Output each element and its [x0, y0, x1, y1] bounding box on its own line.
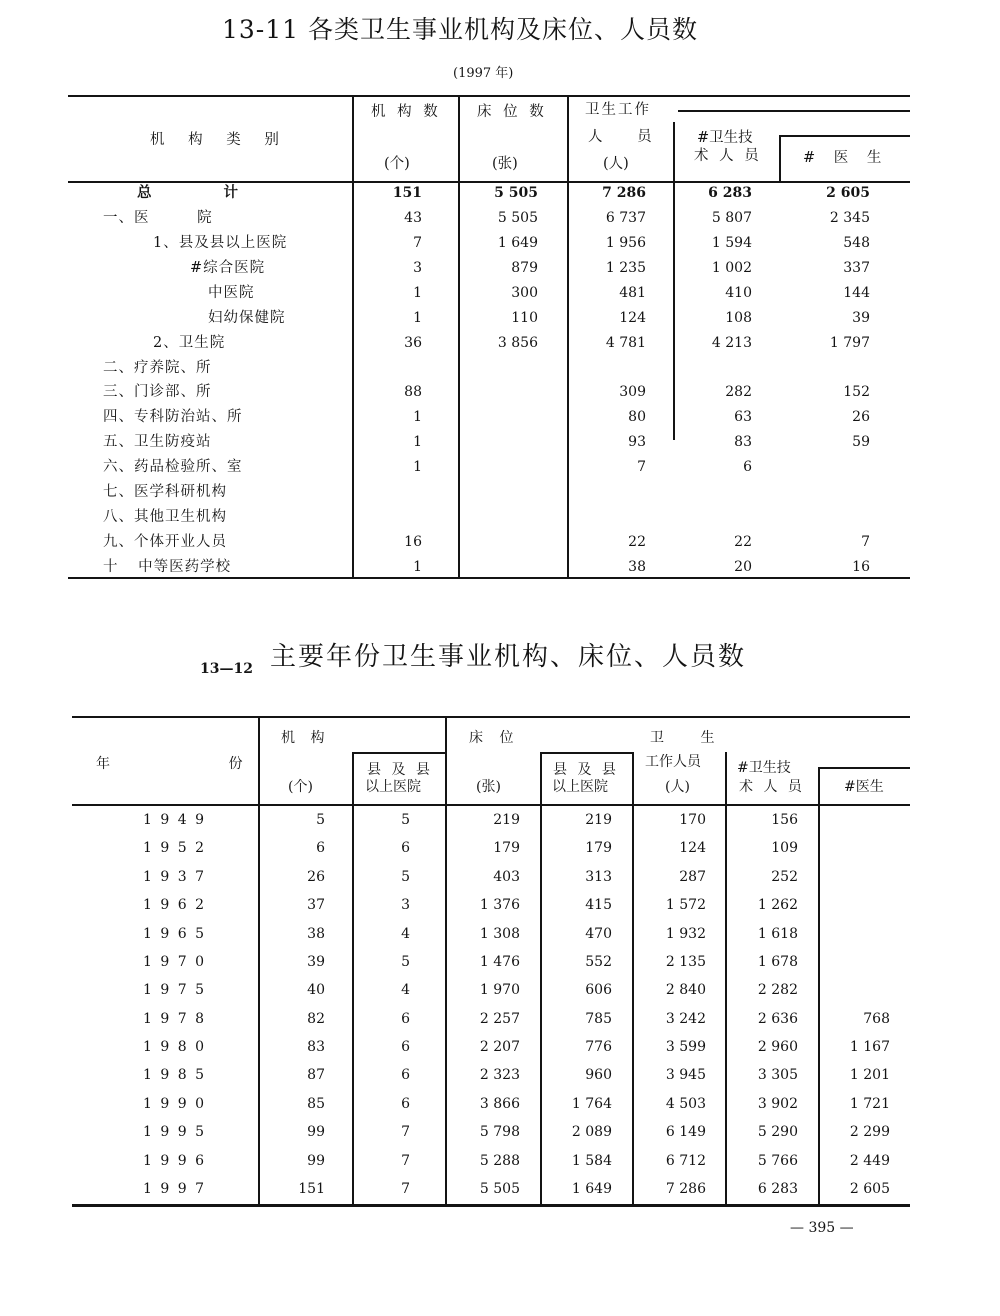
tech-cell: 83 [734, 434, 752, 451]
beds_county-cell: 1 584 [571, 1152, 612, 1169]
doctors-cell: 1 721 [849, 1095, 890, 1112]
beds_county-cell: 1 764 [571, 1095, 612, 1112]
doctors-cell: 26 [852, 409, 870, 426]
tech-cell: 1 594 [711, 234, 752, 251]
tech-cell: 20 [734, 558, 752, 575]
table1-header-staff: 卫生工作 [585, 102, 651, 118]
beds-cell: 5 505 [494, 185, 538, 201]
inst_county-cell: 6 [401, 1095, 410, 1112]
institutions-cell: 1 [413, 284, 422, 301]
institutions-cell: 3 [413, 259, 422, 276]
institutions-cell: 16 [404, 534, 422, 551]
staff-cell: 7 286 [665, 1180, 706, 1197]
table2-header-tech-line2: 术 人 员 [739, 779, 802, 795]
staff-cell: 3 599 [665, 1039, 706, 1056]
inst_county-cell: 7 [401, 1124, 410, 1141]
staff-cell: 1 956 [605, 234, 646, 251]
institutions-cell: 40 [307, 982, 325, 999]
beds-cell: 1 970 [479, 982, 520, 999]
inst_county-cell: 3 [401, 897, 410, 914]
table1-top-rule [68, 95, 910, 97]
row-label: 六、药品检验所、室 [103, 459, 243, 476]
institutions-cell: 85 [307, 1095, 325, 1112]
table-row [72, 952, 910, 972]
tech-cell: 6 283 [708, 185, 752, 201]
doctors-cell: 2 345 [829, 209, 870, 226]
institutions-cell: 37 [307, 897, 325, 914]
beds-cell: 2 257 [479, 1010, 520, 1027]
table-row [72, 1122, 910, 1142]
beds-cell [438, 433, 538, 451]
institutions-cell: 1 [413, 409, 422, 426]
table-row [72, 1094, 910, 1114]
doctors-cell [790, 868, 890, 886]
institutions-cell: 151 [298, 1180, 325, 1197]
institutions-cell [322, 508, 422, 526]
row-label: 2、卫生院 [153, 334, 226, 351]
row-label: 九、个体开业人员 [103, 534, 227, 551]
staff-cell: 7 286 [602, 185, 646, 201]
table-row [68, 283, 910, 303]
table2-inst-span-rule [352, 752, 445, 754]
beds-cell: 1 376 [479, 897, 520, 914]
institutions-cell: 1 [413, 558, 422, 575]
year-cell: 1 9 8 0 [143, 1039, 204, 1056]
tech-cell: 5 807 [711, 209, 752, 226]
tech-cell: 63 [734, 409, 752, 426]
beds-cell: 300 [511, 284, 538, 301]
staff-cell: 287 [679, 868, 706, 885]
tech-cell: 156 [771, 812, 798, 828]
table-row [72, 1151, 910, 1171]
doctors-cell: 7 [861, 534, 870, 551]
table-row [68, 482, 910, 502]
staff-cell: 124 [619, 309, 646, 326]
table-row [72, 1037, 910, 1057]
staff-cell: 4 781 [605, 334, 646, 351]
row-label: #综合医院 [190, 259, 266, 276]
tech-cell: 6 [743, 459, 752, 476]
staff-cell: 6 712 [665, 1152, 706, 1169]
beds-cell: 2 323 [479, 1067, 520, 1084]
table-row [68, 208, 910, 228]
doctors-cell [770, 359, 870, 377]
institutions-cell: 87 [307, 1067, 325, 1084]
tech-cell [652, 483, 752, 501]
beds_county-cell: 606 [585, 982, 612, 999]
doctors-cell: 152 [843, 384, 870, 401]
table2-header-beds-county-line2: 以上医院 [552, 779, 608, 795]
staff-cell: 1 932 [665, 925, 706, 942]
table2-number: 13—12 [200, 661, 253, 677]
staff-cell: 309 [619, 384, 646, 401]
table1-number: 13-11 [222, 15, 300, 44]
tech-cell: 108 [725, 309, 752, 326]
beds-cell [438, 359, 538, 377]
tech-cell: 3 305 [757, 1067, 798, 1084]
table-row [68, 457, 910, 477]
institutions-cell: 38 [307, 925, 325, 942]
year-cell: 1 9 9 0 [143, 1095, 204, 1112]
tech-cell: 6 283 [757, 1180, 798, 1197]
year-cell: 1 9 8 5 [143, 1067, 204, 1084]
staff-cell: 3 242 [665, 1010, 706, 1027]
table2-title: 主要年份卫生事业机构、床位、人员数 [270, 642, 747, 672]
tech-cell [652, 508, 752, 526]
institutions-cell [322, 359, 422, 377]
tech-cell: 1 002 [711, 259, 752, 276]
table-row [68, 557, 910, 577]
beds_county-cell: 785 [585, 1010, 612, 1027]
year-cell: 1 9 7 0 [143, 953, 204, 970]
table1-body [68, 183, 910, 577]
inst_county-cell: 5 [401, 868, 410, 885]
beds-cell: 1 308 [479, 925, 520, 942]
beds-cell: 1 476 [479, 953, 520, 970]
beds-cell: 179 [493, 840, 520, 857]
beds_county-cell: 1 649 [571, 1180, 612, 1197]
inst_county-cell: 6 [401, 1067, 410, 1084]
beds-cell [438, 383, 538, 401]
table2-doctors-span-rule [818, 767, 910, 769]
tech-cell [652, 359, 752, 377]
row-label: 二、疗养院、所 [103, 359, 212, 376]
row-label: 中医院 [208, 284, 255, 301]
table2-header-staff-unit: (人) [665, 779, 690, 795]
table-row [68, 532, 910, 552]
doctors-cell [790, 811, 890, 829]
beds_county-cell: 179 [585, 840, 612, 857]
staff-cell: 6 737 [605, 209, 646, 226]
row-label: 八、其他卫生机构 [103, 509, 227, 526]
doctors-cell [790, 839, 890, 857]
table1-header-category: 机 构 类 别 [150, 132, 279, 148]
table-row [68, 183, 910, 203]
institutions-cell [322, 483, 422, 501]
table2-header-beds-county: 县 及 县 [553, 762, 616, 778]
table-row [72, 867, 910, 887]
table-row [72, 895, 910, 915]
doctors-cell: 337 [843, 259, 870, 276]
inst_county-cell: 7 [401, 1152, 410, 1169]
beds-cell [438, 408, 538, 426]
doctors-cell: 2 605 [849, 1180, 890, 1197]
table1-header-beds-unit: (张) [492, 156, 518, 172]
page-number: — 395 — [790, 1220, 854, 1236]
table-row [68, 333, 910, 353]
table1-header-staff-unit: (人) [603, 156, 629, 172]
beds-cell [438, 508, 538, 526]
year-cell: 1 9 9 7 [143, 1180, 204, 1197]
row-label: 十 中等医药学校 [103, 558, 232, 575]
table-row [68, 358, 910, 378]
beds-cell [438, 533, 538, 551]
staff-cell [546, 508, 646, 526]
institutions-cell: 5 [316, 812, 325, 828]
institutions-cell: 1 [413, 459, 422, 476]
doctors-cell: 39 [852, 309, 870, 326]
institutions-cell: 6 [316, 840, 325, 857]
doctors-cell: 1 201 [849, 1067, 890, 1084]
institutions-cell: 99 [307, 1124, 325, 1141]
tech-cell: 1 678 [757, 953, 798, 970]
inst_county-cell: 4 [401, 982, 410, 999]
row-label: 七、医学科研机构 [103, 484, 227, 501]
table2-header-year: 年 份 [96, 756, 243, 772]
staff-cell: 80 [628, 409, 646, 426]
tech-cell: 2 960 [757, 1039, 798, 1056]
institutions-cell: 88 [404, 384, 422, 401]
beds-cell: 403 [493, 868, 520, 885]
staff-cell [546, 359, 646, 377]
beds_county-cell: 776 [585, 1039, 612, 1056]
beds-cell: 5 288 [479, 1152, 520, 1169]
table2-header-staff: 工作人员 [645, 754, 701, 770]
table-row [68, 432, 910, 452]
institutions-cell: 151 [392, 185, 422, 201]
beds_county-cell: 552 [585, 953, 612, 970]
table1-col-divider [779, 135, 781, 182]
doctors-cell: 548 [843, 234, 870, 251]
row-label: 四、专科防治站、所 [103, 409, 243, 426]
doctors-cell: 2 449 [849, 1152, 890, 1169]
beds-cell: 110 [511, 309, 538, 326]
staff-cell: 7 [637, 459, 646, 476]
table-row [68, 233, 910, 253]
tech-cell: 4 213 [711, 334, 752, 351]
doctors-cell [770, 458, 870, 476]
staff-cell: 1 572 [665, 897, 706, 914]
table1-year-note: (1997 年) [453, 66, 514, 81]
year-cell: 1 9 7 8 [143, 1010, 204, 1027]
table1-heading [222, 15, 698, 45]
doctors-cell [770, 508, 870, 526]
staff-cell: 4 503 [665, 1095, 706, 1112]
row-label: 总 计 [137, 184, 240, 201]
tech-cell: 109 [771, 840, 798, 857]
table1-title: 各类卫生事业机构及床位、人员数 [308, 15, 699, 44]
table1-staff-span-rule [678, 110, 910, 112]
inst_county-cell: 5 [401, 953, 410, 970]
table2-bottom-rule [72, 1204, 910, 1207]
table1-header-doctors: # 医 生 [803, 150, 882, 166]
staff-cell: 2 135 [665, 953, 706, 970]
inst_county-cell: 6 [401, 1039, 410, 1056]
doctors-cell: 1 167 [849, 1039, 890, 1056]
inst_county-cell: 7 [401, 1180, 410, 1197]
tech-cell: 282 [725, 384, 752, 401]
beds_county-cell: 470 [585, 925, 612, 942]
institutions-cell: 26 [307, 868, 325, 885]
staff-cell: 22 [628, 534, 646, 551]
institutions-cell: 83 [307, 1039, 325, 1056]
beds-cell: 3 866 [479, 1095, 520, 1112]
staff-cell: 2 840 [665, 982, 706, 999]
table2-header-doctors: #医生 [844, 779, 884, 795]
doctors-cell: 768 [863, 1010, 890, 1027]
institutions-cell: 36 [404, 334, 422, 351]
beds-cell: 3 856 [497, 334, 538, 351]
inst_county-cell: 6 [401, 1010, 410, 1027]
doctors-cell: 144 [843, 284, 870, 301]
year-cell: 1 9 7 5 [143, 982, 204, 999]
doctors-cell: 2 299 [849, 1124, 890, 1141]
tech-cell: 2 282 [757, 982, 798, 999]
tech-cell: 5 290 [757, 1124, 798, 1141]
table2-header-beds: 床 位 [469, 730, 514, 746]
beds-cell: 1 649 [497, 234, 538, 251]
table-row [72, 838, 910, 858]
row-label: 1、县及县以上医院 [153, 234, 288, 251]
table2-header-inst-county-line2: 以上医院 [365, 779, 421, 795]
tech-cell: 1 262 [757, 897, 798, 914]
beds-cell: 219 [493, 812, 520, 828]
year-cell: 1 9 9 5 [143, 1124, 204, 1141]
beds-cell: 5 505 [497, 209, 538, 226]
table1-bottom-rule [68, 577, 910, 579]
staff-cell: 170 [679, 812, 706, 828]
table1-header-tech: #卫生技 [697, 130, 753, 146]
beds_county-cell: 219 [585, 812, 612, 828]
staff-cell: 481 [619, 284, 646, 301]
table-row [68, 382, 910, 402]
doctors-cell [790, 953, 890, 971]
beds-cell [438, 483, 538, 501]
year-cell: 1 9 6 5 [143, 925, 204, 942]
table-row [68, 507, 910, 527]
table2-body [72, 806, 910, 1204]
inst_county-cell: 6 [401, 840, 410, 857]
doctors-cell [790, 896, 890, 914]
table1-header-institutions-unit: (个) [384, 156, 410, 172]
beds-cell: 5 798 [479, 1124, 520, 1141]
inst_county-cell: 4 [401, 925, 410, 942]
row-label: 一、医 院 [103, 209, 213, 226]
institutions-cell: 99 [307, 1152, 325, 1169]
row-label: 三、门诊部、所 [103, 384, 212, 401]
table-row [68, 308, 910, 328]
beds_county-cell: 960 [585, 1067, 612, 1084]
table2-header-institutions: 机 构 [281, 730, 325, 746]
tech-cell: 3 902 [757, 1095, 798, 1112]
institutions-cell: 1 [413, 434, 422, 451]
table-row [72, 810, 910, 830]
beds_county-cell: 415 [585, 897, 612, 914]
table-row [72, 980, 910, 1000]
table1-header-institutions: 机 构 数 [371, 104, 438, 120]
table2-header-health: 卫 生 [650, 730, 715, 746]
doctors-cell [770, 483, 870, 501]
year-cell: 1 9 4 9 [143, 812, 204, 828]
doctors-cell [790, 981, 890, 999]
tech-cell: 5 766 [757, 1152, 798, 1169]
institutions-cell: 43 [404, 209, 422, 226]
table-row [68, 258, 910, 278]
beds-cell [438, 458, 538, 476]
table-row [72, 1009, 910, 1029]
table1-doctors-span-rule [779, 135, 910, 137]
table1-header-beds: 床 位 数 [477, 104, 544, 120]
table1-header-tech-line2: 术 人 员 [694, 148, 759, 164]
tech-cell: 252 [771, 868, 798, 885]
institutions-cell: 1 [413, 309, 422, 326]
tech-cell: 1 618 [757, 925, 798, 942]
beds_county-cell: 313 [585, 868, 612, 885]
table-row [72, 924, 910, 944]
staff-cell: 124 [679, 840, 706, 857]
beds_county-cell: 2 089 [571, 1124, 612, 1141]
year-cell: 1 9 6 2 [143, 897, 204, 914]
institutions-cell: 39 [307, 953, 325, 970]
doctors-cell [790, 925, 890, 943]
table2-header-tech: #卫生技 [737, 760, 791, 776]
tech-cell: 22 [734, 534, 752, 551]
doctors-cell: 16 [852, 558, 870, 575]
table-row [72, 1065, 910, 1085]
table1-header-staff-line2: 人 员 [588, 129, 652, 145]
staff-cell: 1 235 [605, 259, 646, 276]
beds-cell [438, 558, 538, 576]
doctors-cell: 1 797 [829, 334, 870, 351]
doctors-cell: 2 605 [826, 185, 870, 201]
inst_county-cell: 5 [401, 812, 410, 828]
tech-cell: 410 [725, 284, 752, 301]
beds-cell: 879 [511, 259, 538, 276]
institutions-cell: 7 [413, 234, 422, 251]
row-label: 五、卫生防疫站 [103, 434, 212, 451]
staff-cell: 93 [628, 434, 646, 451]
row-label: 妇幼保健院 [208, 309, 286, 326]
table-row [68, 407, 910, 427]
staff-cell: 3 945 [665, 1067, 706, 1084]
institutions-cell: 82 [307, 1010, 325, 1027]
table2-top-rule [72, 716, 910, 718]
staff-cell [546, 483, 646, 501]
table2-header-inst-county: 县 及 县 [367, 762, 430, 778]
table2-beds-span-rule [540, 752, 632, 754]
year-cell: 1 9 5 2 [143, 840, 204, 857]
table2-header-beds-unit: (张) [476, 779, 501, 795]
staff-cell: 38 [628, 558, 646, 575]
tech-cell: 2 636 [757, 1010, 798, 1027]
staff-cell: 6 149 [665, 1124, 706, 1141]
doctors-cell: 59 [852, 434, 870, 451]
beds-cell: 2 207 [479, 1039, 520, 1056]
table-row [72, 1179, 910, 1199]
year-cell: 1 9 9 6 [143, 1152, 204, 1169]
year-cell: 1 9 3 7 [143, 868, 204, 885]
beds-cell: 5 505 [479, 1180, 520, 1197]
table2-header-institutions-unit: (个) [288, 779, 313, 795]
